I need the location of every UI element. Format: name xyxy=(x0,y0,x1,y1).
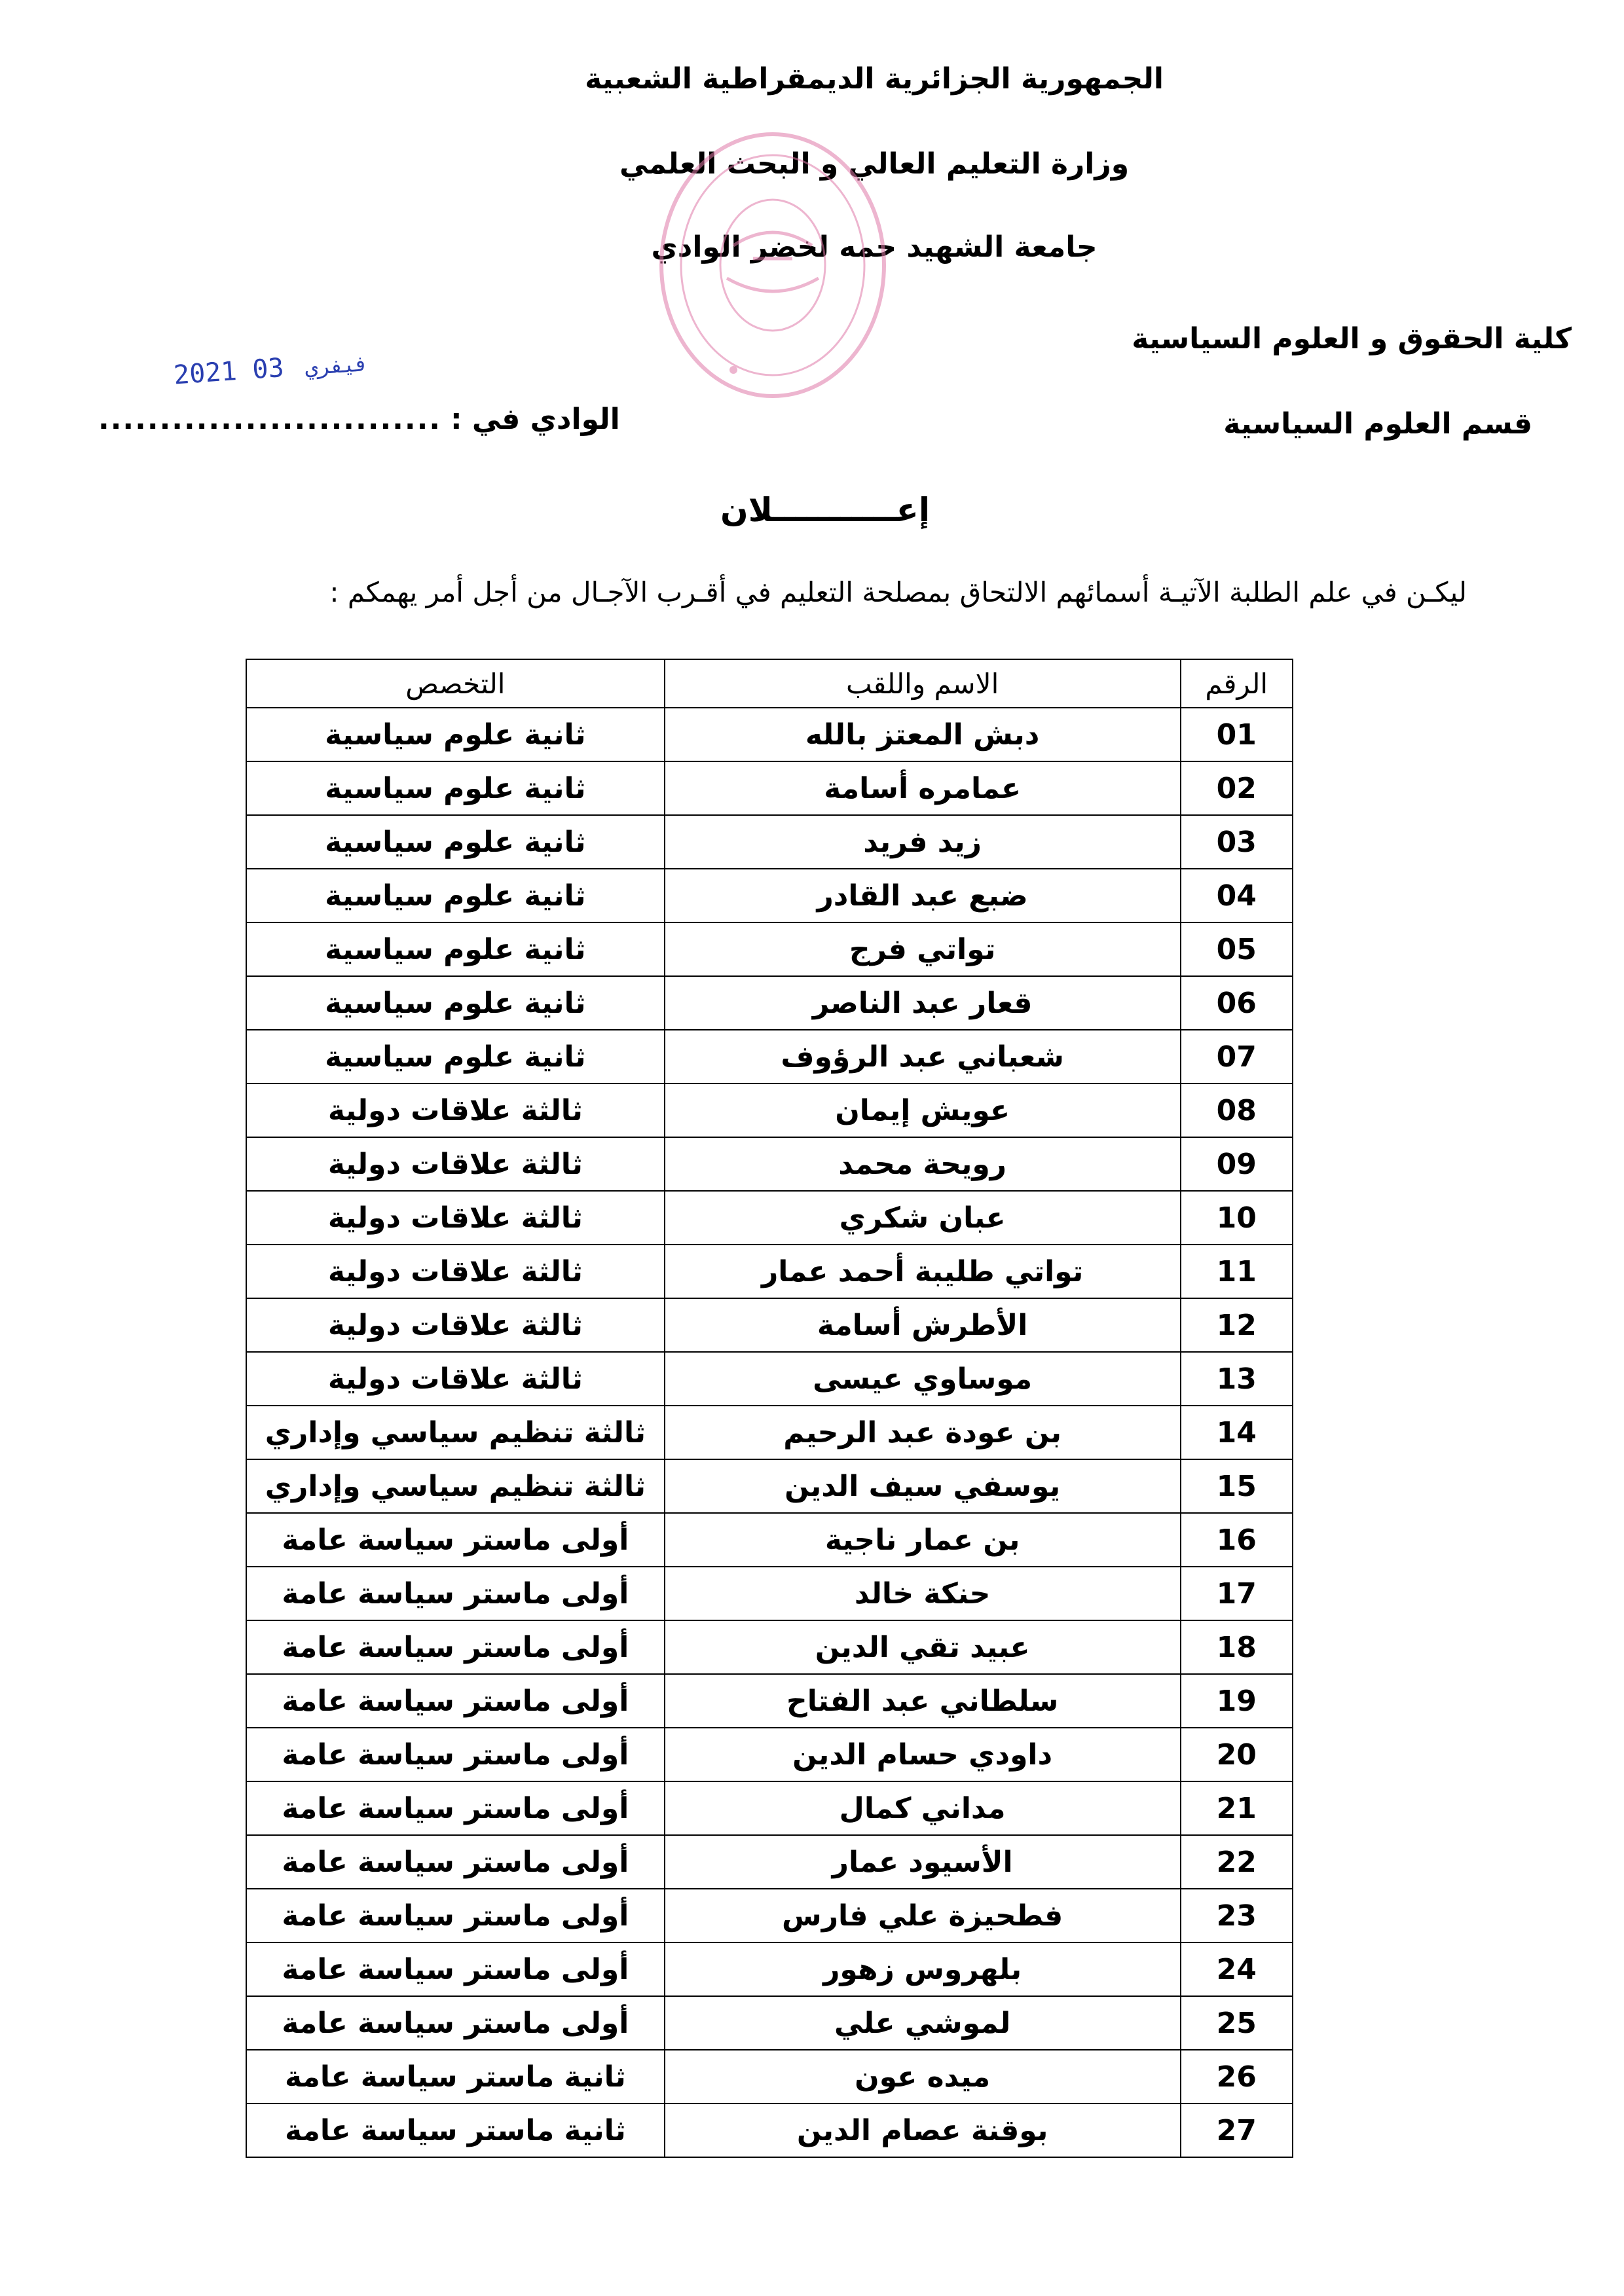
cell-name: الأطرش أسامة xyxy=(665,1298,1181,1352)
table-row xyxy=(246,1084,1293,1137)
cell-number: 24 xyxy=(1181,1942,1293,1996)
table-body xyxy=(246,708,1293,2157)
cell-name: فطحيزة علي فارس xyxy=(665,1889,1181,1942)
cell-specialty: أولى ماستر سياسة عامة xyxy=(246,1996,665,2050)
table-row xyxy=(246,1781,1293,1835)
table-row xyxy=(246,1137,1293,1191)
table-row xyxy=(246,1298,1293,1352)
cell-number: 15 xyxy=(1181,1459,1293,1513)
cell-specialty: ثالثة تنظيم سياسي وإداري xyxy=(246,1406,665,1459)
table-row xyxy=(246,1567,1293,1620)
table-row xyxy=(246,761,1293,815)
republic-title: الجمهورية الجزائرية الديمقراطية الشعبية xyxy=(585,62,1164,96)
cell-number: 11 xyxy=(1181,1245,1293,1298)
cell-name: ميده عون xyxy=(665,2050,1181,2104)
cell-name: قعار عبد الناصر xyxy=(665,976,1181,1030)
cell-specialty: ثانية علوم سياسية xyxy=(246,976,665,1030)
table-row xyxy=(246,1030,1293,1084)
cell-specialty: ثالثة تنظيم سياسي وإداري xyxy=(246,1459,665,1513)
table-row xyxy=(246,976,1293,1030)
cell-name: يوسفي سيف الدين xyxy=(665,1459,1181,1513)
cell-name: رويحة محمد xyxy=(665,1137,1181,1191)
cell-specialty: ثالثة علاقات دولية xyxy=(246,1352,665,1406)
cell-specialty: ثانية علوم سياسية xyxy=(246,1030,665,1084)
cell-number: 08 xyxy=(1181,1084,1293,1137)
cell-number: 02 xyxy=(1181,761,1293,815)
table-row xyxy=(246,1620,1293,1674)
university-title: جامعة الشهيد حمه لخضر الوادي xyxy=(651,230,1098,264)
cell-name: موساوي عيسى xyxy=(665,1352,1181,1406)
cell-specialty: أولى ماستر سياسة عامة xyxy=(246,1835,665,1889)
cell-name: عويش إيمان xyxy=(665,1084,1181,1137)
department-name: قسم العلوم السياسية xyxy=(1223,407,1532,441)
cell-number: 18 xyxy=(1181,1620,1293,1674)
announcement-title: إعـــــــــــلان xyxy=(720,491,930,529)
cell-number: 17 xyxy=(1181,1567,1293,1620)
ministry-title: وزارة التعليم العالي و البحث العلمي xyxy=(619,147,1130,181)
cell-number: 12 xyxy=(1181,1298,1293,1352)
table-row xyxy=(246,1996,1293,2050)
cell-name: زيد فريد xyxy=(665,815,1181,869)
students-table xyxy=(246,659,1293,2158)
table-row xyxy=(246,1674,1293,1728)
cell-number: 26 xyxy=(1181,2050,1293,2104)
cell-specialty: ثانية علوم سياسية xyxy=(246,922,665,976)
cell-name: تواتي طليبة أحمد عمار xyxy=(665,1245,1181,1298)
cell-specialty: ثانية علوم سياسية xyxy=(246,815,665,869)
place-date-line xyxy=(98,403,620,436)
cell-specialty: أولى ماستر سياسة عامة xyxy=(246,1942,665,1996)
cell-number: 05 xyxy=(1181,922,1293,976)
date-stamp-day: 03 xyxy=(251,352,286,386)
cell-name: عبيد تقي الدين xyxy=(665,1620,1181,1674)
cell-name: عمامره أسامة xyxy=(665,761,1181,815)
cell-specialty: ثالثة علاقات دولية xyxy=(246,1137,665,1191)
date-stamp-month: فيفري xyxy=(304,350,369,380)
cell-number: 10 xyxy=(1181,1191,1293,1245)
header-number: الرقم xyxy=(1181,659,1293,708)
cell-specialty: أولى ماستر سياسة عامة xyxy=(246,1674,665,1728)
cell-specialty: أولى ماستر سياسة عامة xyxy=(246,1889,665,1942)
table-row xyxy=(246,922,1293,976)
table-header-row xyxy=(246,659,1293,708)
cell-name: الأسيود عمار xyxy=(665,1835,1181,1889)
table-row xyxy=(246,1352,1293,1406)
cell-name: حنكة خالد xyxy=(665,1567,1181,1620)
round-official-seal-icon xyxy=(655,128,891,403)
faculty-name: كلية الحقوق و العلوم السياسية xyxy=(1132,322,1572,355)
table-row xyxy=(246,815,1293,869)
cell-number: 16 xyxy=(1181,1513,1293,1567)
cell-name: عبان شكري xyxy=(665,1191,1181,1245)
cell-number: 25 xyxy=(1181,1996,1293,2050)
header-specialty: التخصص xyxy=(246,659,665,708)
cell-number: 01 xyxy=(1181,708,1293,761)
cell-specialty: ثانية ماستر سياسة عامة xyxy=(246,2104,665,2157)
announcement-intro: ليكـن في علم الطلبة الآتيـة أسمائهم الالتحاق بمصلحة التعليم في أقـرب الآجـال من أجل أمر يهمكم : xyxy=(329,576,1467,608)
cell-number: 04 xyxy=(1181,869,1293,922)
cell-specialty: ثانية علوم سياسية xyxy=(246,761,665,815)
cell-specialty: ثانية علوم سياسية xyxy=(246,869,665,922)
table-row xyxy=(246,1728,1293,1781)
table-row xyxy=(246,1459,1293,1513)
header-name: الاسم واللقب xyxy=(665,659,1181,708)
cell-name: لموشي علي xyxy=(665,1996,1181,2050)
cell-number: 06 xyxy=(1181,976,1293,1030)
cell-specialty: ثالثة علاقات دولية xyxy=(246,1298,665,1352)
cell-specialty: أولى ماستر سياسة عامة xyxy=(246,1567,665,1620)
cell-name: مداني كمال xyxy=(665,1781,1181,1835)
cell-name: شعباني عبد الرؤوف xyxy=(665,1030,1181,1084)
table-row xyxy=(246,1513,1293,1567)
cell-number: 09 xyxy=(1181,1137,1293,1191)
table-row xyxy=(246,1406,1293,1459)
cell-name: دبش المعتز بالله xyxy=(665,708,1181,761)
table-row xyxy=(246,1835,1293,1889)
cell-number: 19 xyxy=(1181,1674,1293,1728)
cell-specialty: ثانية علوم سياسية xyxy=(246,708,665,761)
cell-specialty: أولى ماستر سياسة عامة xyxy=(246,1513,665,1567)
table-row xyxy=(246,1889,1293,1942)
cell-name: بوقنة عصام الدين xyxy=(665,2104,1181,2157)
table-row xyxy=(246,1245,1293,1298)
cell-name: ضبع عبد القادر xyxy=(665,869,1181,922)
cell-specialty: ثالثة علاقات دولية xyxy=(246,1191,665,1245)
cell-specialty: أولى ماستر سياسة عامة xyxy=(246,1781,665,1835)
date-stamp-year: 2021 xyxy=(172,355,238,391)
cell-name: داودي حسام الدين xyxy=(665,1728,1181,1781)
cell-specialty: ثالثة علاقات دولية xyxy=(246,1245,665,1298)
cell-specialty: ثانية ماستر سياسة عامة xyxy=(246,2050,665,2104)
place-label: الوادي في : xyxy=(451,403,620,436)
cell-number: 23 xyxy=(1181,1889,1293,1942)
cell-number: 21 xyxy=(1181,1781,1293,1835)
cell-number: 14 xyxy=(1181,1406,1293,1459)
date-stamp xyxy=(173,346,374,390)
place-dots: ............................ xyxy=(98,403,442,436)
table-row xyxy=(246,1191,1293,1245)
cell-number: 03 xyxy=(1181,815,1293,869)
table-row xyxy=(246,1942,1293,1996)
table-row xyxy=(246,2104,1293,2157)
cell-name: تواتي فرج xyxy=(665,922,1181,976)
cell-name: بلهروس زهور xyxy=(665,1942,1181,1996)
cell-name: سلطاني عبد الفتاح xyxy=(665,1674,1181,1728)
cell-name: بن عمار ناجية xyxy=(665,1513,1181,1567)
table-row xyxy=(246,2050,1293,2104)
cell-number: 07 xyxy=(1181,1030,1293,1084)
cell-number: 13 xyxy=(1181,1352,1293,1406)
cell-number: 22 xyxy=(1181,1835,1293,1889)
cell-specialty: أولى ماستر سياسة عامة xyxy=(246,1620,665,1674)
table-row xyxy=(246,708,1293,761)
cell-specialty: أولى ماستر سياسة عامة xyxy=(246,1728,665,1781)
table-row xyxy=(246,869,1293,922)
cell-number: 20 xyxy=(1181,1728,1293,1781)
cell-name: بن عودة عبد الرحيم xyxy=(665,1406,1181,1459)
cell-number: 27 xyxy=(1181,2104,1293,2157)
cell-specialty: ثالثة علاقات دولية xyxy=(246,1084,665,1137)
